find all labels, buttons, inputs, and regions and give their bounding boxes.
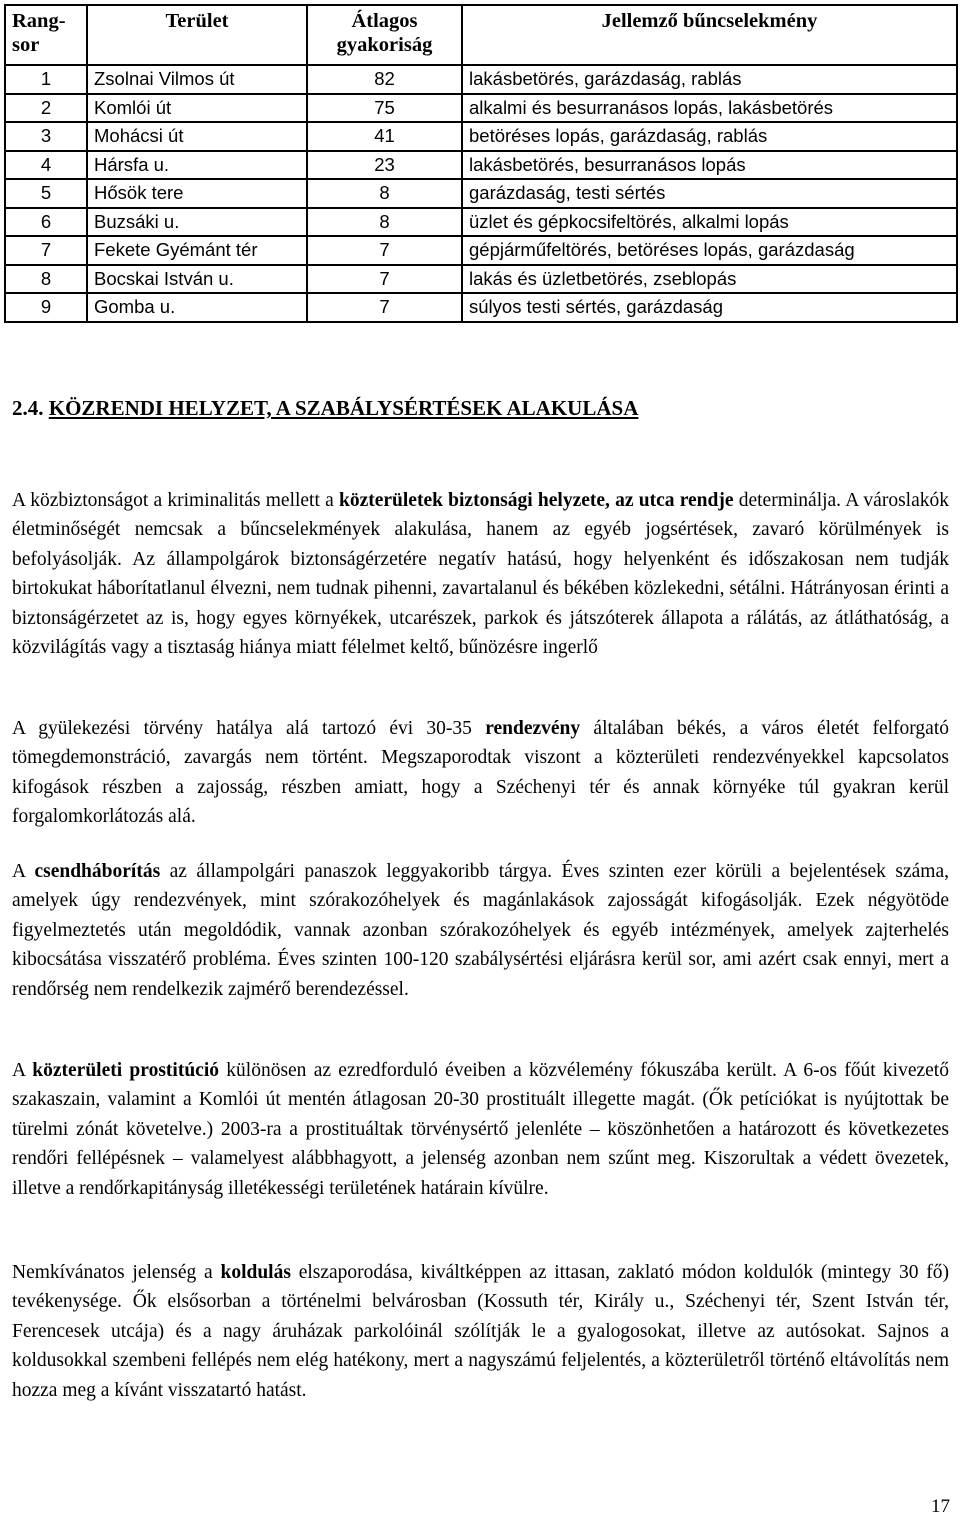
cell-average-frequency: 8 [307, 208, 462, 237]
section-title: KÖZRENDI HELYZET, A SZABÁLYSÉRTÉSEK ALAKULÁSA [48, 396, 639, 420]
cell-area: Fekete Gyémánt tér [87, 236, 307, 265]
cell-area: Gomba u. [87, 293, 307, 322]
paragraph-text: elszaporodása, kiváltképpen az ittasan, zaklató módon koldulók (mintegy 30 fő) tevékenysége. Ők elsősorban a történelmi belvárosban (Kossuth tér, Király u., Széchenyi tér, Szent István tér, Ferencesek utcája) és a nagy áruházak parkolóinál szólítják le a gyalogosokat, illetve az autósokat. Sajnos a koldusokkal szembeni fellépés nem elég hatékony, mert a nagyszámú feljelentés, a közterületről történő eltávolítás nem hozza meg a kívánt visszatartó hatást. [12, 1262, 949, 1401]
paragraph-emphasis: közterületek biztonsági helyzete, az utca rendje [338, 490, 734, 511]
table-row [5, 122, 957, 151]
cell-average-frequency: 82 [307, 65, 462, 94]
paragraph-emphasis: csendháborítás [34, 861, 161, 882]
cell-average-frequency: 7 [307, 293, 462, 322]
paragraph-emphasis: koldulás [220, 1262, 291, 1283]
table-row [5, 208, 957, 237]
section-heading [12, 396, 638, 421]
cell-average-frequency: 7 [307, 236, 462, 265]
cell-typical-crime: garázdaság, testi sértés [462, 179, 957, 208]
cell-area: Hősök tere [87, 179, 307, 208]
cell-rank: 1 [5, 65, 87, 94]
paragraph-text: determinálja. A városlakók életminőségét nemcsak a bűncselekmények alakulása, hanem az egyéb jogsértések, zavaró körülmények is befolyásolják. Az állampolgárok biztonságérzetére negatív hatású, hogy helyenként és időszakosan nem tudják birtokukat háborítatlanul élvezni, nem tudnak pihenni, zavartalanul és békében közlekedni, sétálni. Hátrányosan érinti a biztonságérzetet az is, hogy egyes környékek, utcarészek, parkok és játszóterek állapota a rálátás, az átláthatóság, a közvilágítás vagy a tisztaság hiánya miatt félelmet keltő, bűnözésre ingerlő [12, 490, 949, 659]
cell-area: Bocskai István u. [87, 265, 307, 294]
cell-typical-crime: betöréses lopás, garázdaság, rablás [462, 122, 957, 151]
cell-area: Buzsáki u. [87, 208, 307, 237]
cell-rank: 8 [5, 265, 87, 294]
paragraph-events [12, 714, 949, 832]
cell-area: Zsolnai Vilmos út [87, 65, 307, 94]
cell-typical-crime: alkalmi és besurranásos lopás, lakásbetörés [462, 94, 957, 123]
cell-area: Hársfa u. [87, 151, 307, 180]
paragraph-text: Nemkívánatos jelenség a [12, 1262, 221, 1283]
cell-average-frequency: 8 [307, 179, 462, 208]
table-row [5, 94, 957, 123]
cell-average-frequency: 23 [307, 151, 462, 180]
table-row [5, 293, 957, 322]
cell-typical-crime: lakásbetörés, garázdaság, rablás [462, 65, 957, 94]
cell-typical-crime: lakásbetörés, besurranásos lopás [462, 151, 957, 180]
cell-typical-crime: üzlet és gépkocsifeltörés, alkalmi lopás [462, 208, 957, 237]
cell-area: Mohácsi út [87, 122, 307, 151]
paragraph-text: különösen az ezredforduló éveiben a közvélemény fókuszába került. A 6-os főút kivezető szakaszain, valamint a Komlói út mentén átlagosan 20-30 prostituált illegette magát. (Ők petíciókat is nyújtottak be türelmi zónát követelve.) 2003-ra a prostituáltak törvénysértő jelenléte – köszönhetően a határozott és következetes rendőri fellépésnek – valamelyest alábbhagyott, a jelenség azonban nem szűnt meg. Kiszorultak a védett övezetek, illetve a rendőrkapitányság illetékességi területének határain kívülre. [12, 1060, 949, 1199]
table-header-row [5, 5, 957, 65]
table-row [5, 179, 957, 208]
cell-rank: 3 [5, 122, 87, 151]
paragraph-noise [12, 857, 949, 1004]
table-row [5, 65, 957, 94]
paragraph-text: általában békés, a város életét felforgató tömegdemonstráció, zavargás nem történt. Megszaporodtak viszont a közterületi rendezvényekkel kapcsolatos kifogások részben a zajosság, részben amiatt, hogy a Széchenyi tér és annak környéke túl gyakran kerül forgalomkorlátozás alá. [12, 718, 949, 828]
cell-average-frequency: 41 [307, 122, 462, 151]
table-row [5, 151, 957, 180]
header-average-frequency: Átlagos gyakoriság [307, 5, 462, 65]
header-typical-crime: Jellemző bűncselekmény [462, 5, 957, 65]
paragraph-text: A [12, 861, 35, 882]
paragraph-text: A [12, 1060, 33, 1081]
paragraph-emphasis: rendezvény [485, 718, 581, 739]
cell-typical-crime: gépjárműfeltörés, betöréses lopás, garázdaság [462, 236, 957, 265]
page-number: 17 [931, 1496, 950, 1517]
paragraph-begging [12, 1258, 949, 1405]
header-rank: Rang-sor [5, 5, 87, 65]
table-row [5, 236, 957, 265]
paragraph-emphasis: közterületi prostitúció [32, 1060, 219, 1081]
cell-rank: 6 [5, 208, 87, 237]
cell-typical-crime: lakás és üzletbetörés, zseblopás [462, 265, 957, 294]
cell-area: Komlói út [87, 94, 307, 123]
crime-statistics-table [4, 4, 958, 323]
cell-rank: 2 [5, 94, 87, 123]
paragraph-public-order [12, 486, 949, 662]
paragraph-text: az állampolgári panaszok leggyakoribb tárgya. Éves szinten ezer körüli a bejelentések száma, amelyek úgy rendezvények, mint szórakozóhelyek és magánlakások zajosságát kifogásolják. Ezek négyötöde figyelmeztetés után megoldódik, vannak azonban szórakozóhelyek és egyéb intézmények, amelyek zajterhelés kibocsátása visszatérő probléma. Éves szinten 100-120 szabálysértési eljárásra kerül sor, ami azért csak ennyi, mert a rendőrség nem rendelkezik zajmérő berendezéssel. [12, 861, 949, 1000]
cell-typical-crime: súlyos testi sértés, garázdaság [462, 293, 957, 322]
cell-rank: 5 [5, 179, 87, 208]
cell-rank: 9 [5, 293, 87, 322]
cell-average-frequency: 7 [307, 265, 462, 294]
header-area: Terület [87, 5, 307, 65]
paragraph-prostitution [12, 1056, 949, 1203]
paragraph-text: A közbiztonságot a kriminalitás mellett a [12, 490, 339, 511]
cell-rank: 4 [5, 151, 87, 180]
cell-rank: 7 [5, 236, 87, 265]
cell-average-frequency: 75 [307, 94, 462, 123]
paragraph-text: A gyülekezési törvény hatálya alá tartozó évi 30-35 [12, 718, 486, 739]
section-number: 2.4. [12, 396, 44, 420]
table-row [5, 265, 957, 294]
